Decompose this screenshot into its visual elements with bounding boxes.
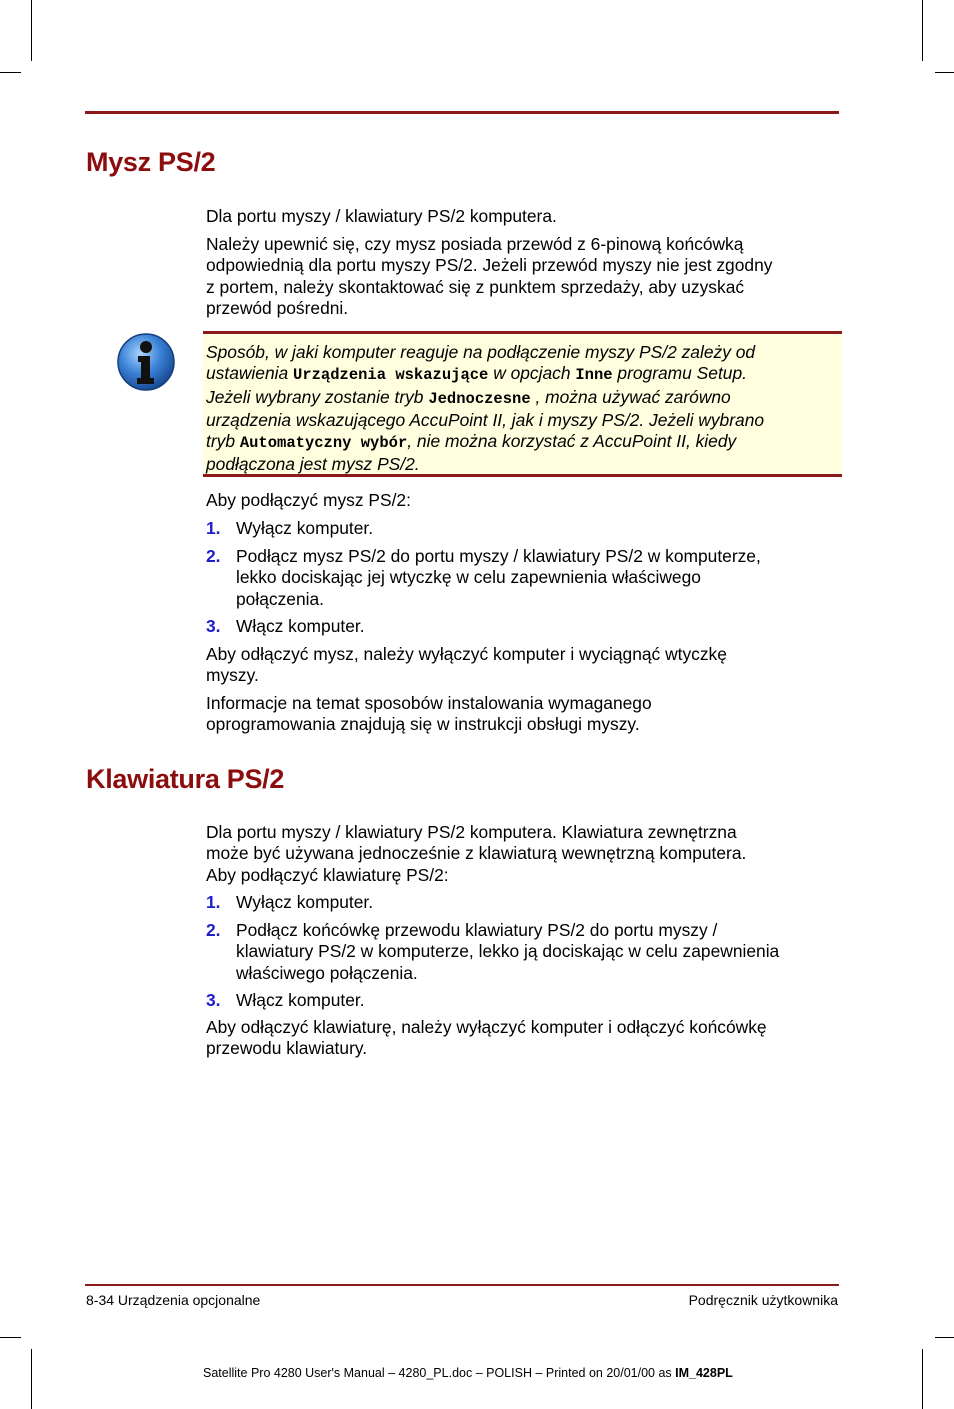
option-name: Inne xyxy=(575,366,613,385)
crop-mark xyxy=(0,1337,21,1338)
mouse-paragraph-4: Informacje na temat sposobów instalowania wymaganego oprogramowania znajdują się w instrukcji obsługi myszy. xyxy=(206,693,652,735)
crop-mark xyxy=(31,1349,32,1409)
crop-mark xyxy=(0,72,21,73)
crop-mark xyxy=(31,0,32,61)
keyboard-paragraph-1: Dla portu myszy / klawiatury PS/2 komputera. Klawiatura zewnętrzna może być używana jednocześnie z klawiaturą wewnętrzną komputera. Aby podłączyć klawiaturę PS/2: xyxy=(206,822,747,885)
crop-mark xyxy=(935,72,954,73)
info-icon xyxy=(116,332,176,392)
note-text: Sposób, w jaki komputer reaguje na podłączenie myszy PS/2 zależy od ustawienia Urządzenia wskazujące w opcjach Inne programu Setup. Jeżeli wybrany zostanie tryb Jednoczesne , można używać zarówno urządzenia wskazującego AccuPoint II, jak i myszy PS/2. Jeżeli wybrano tryb Automatyczny wybór, nie można korzystać z AccuPoint II, kiedy podłączona jest mysz PS/2. xyxy=(206,342,765,475)
crop-mark xyxy=(922,1349,923,1409)
footer-right: Podręcznik użytkownika xyxy=(688,1292,838,1308)
mouse-paragraph-3: Aby odłączyć mysz, należy wyłączyć komputer i wyciągnąć wtyczkę myszy. xyxy=(206,644,727,686)
mouse-paragraph-1: Dla portu myszy / klawiatury PS/2 komputera. xyxy=(206,206,557,226)
section-title-mouse: Mysz PS/2 xyxy=(86,147,216,177)
mouse-paragraph-2: Należy upewnić się, czy mysz posiada przewód z 6-pinową końcówką odpowiednią dla portu myszy PS/2. Jeżeli przewód myszy nie jest zgodny z portem, należy skontaktować się z punktem sprzedaży, aby uzyskać przewód pośredni. xyxy=(206,234,773,318)
keyboard-paragraph-2: Aby odłączyć klawiaturę, należy wyłączyć komputer i odłączyć końcówkę przewodu klawiatury. xyxy=(206,1017,767,1059)
crop-mark xyxy=(935,1337,954,1338)
top-rule xyxy=(85,111,839,114)
footer-rule xyxy=(85,1284,839,1286)
note-box xyxy=(203,331,842,477)
print-info: Satellite Pro 4280 User's Manual – 4280_PL.doc – POLISH – Printed on 20/01/00 as IM_428PL xyxy=(203,1366,733,1380)
section-title-keyboard: Klawiatura PS/2 xyxy=(86,764,285,794)
mode-name: Jednoczesne xyxy=(428,389,531,408)
mode-name: Automatyczny wybór xyxy=(239,434,408,453)
footer-left: 8-34 Urządzenia opcjonalne xyxy=(86,1292,261,1308)
mouse-intro: Aby podłączyć mysz PS/2: xyxy=(206,490,411,510)
crop-mark xyxy=(922,0,923,61)
setting-name: Urządzenia wskazujące xyxy=(293,366,489,385)
